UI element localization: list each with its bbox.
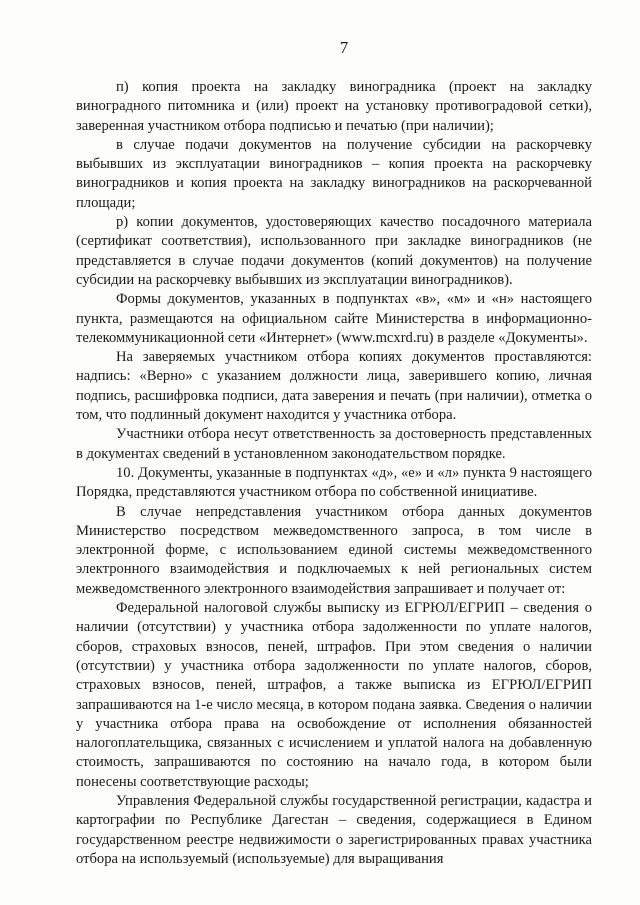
paragraph-interagency-request: В случае непредставления участником отбора данных документов Министерство посредством межведомственного запроса, в том числе в электронной форме, с использованием единой системы межведомственного электронного взаимодействия и подключаемых к ней региональных систем межведомственного электронного взаимодействия запрашивает и получает от: (76, 503, 592, 597)
paragraph-uprooting-project: в случае подачи документов на получение субсидии на раскорчевку выбывших из эксплуатации виноградников – копия проекта на раскорчевку виноградников и копия проекта на закладку виноградников на раскорчеванной площади; (76, 136, 592, 211)
paragraph-item-10: 10. Документы, указанные в подпунктах «д», «е» и «л» пункта 9 настоящего Порядка, представляются участником отбора по собственной инициативе. (76, 464, 592, 501)
document-body (76, 78, 592, 869)
paragraph-p-project-copy: п) копия проекта на закладку виноградника (проект на закладку виноградного питомника и (или) проект на установку противоградовой сетки), заверенная участником отбора подписью и печатью (при наличии); (76, 79, 592, 134)
paragraph-registration-service: Управления Федеральной службы государственной регистрации, кадастра и картографии по Республике Дагестан – сведения, содержащиеся в Едином государственном реестре недвижимости о зарегистрированных правах участника отбора на используемый (используемые) для выращивания (76, 792, 592, 867)
paragraph-certified-copies: На заверяемых участником отбора копиях документов проставляются: надпись: «Верно» с указанием должности лица, заверившего копию, личная подпись, расшифровка подписи, дата заверения и печать (при наличии), отметка о том, что подлинный документ находится у участника отбора. (76, 349, 592, 424)
page-number: 7 (339, 38, 349, 57)
paragraph-document-forms: Формы документов, указанных в подпунктах «в», «м» и «н» настоящего пункта, размещаются на официальном сайте Министерства в информационно-телекоммуникационной сети «Интернет» (www.mcxrd.ru) в разделе «Документы». (76, 291, 592, 346)
paragraph-r-quality-documents: р) копии документов, удостоверяющих качество посадочного материала (сертификат соответствия), использованного при закладке виноградников (не представляется в случае подачи документов (копий документов) на получение субсидии на раскорчевку выбывших из эксплуатации виноградников). (76, 214, 592, 288)
paragraph-responsibility: Участники отбора несут ответственность за достоверность представленных в документах сведений в установленном законодательством порядке. (76, 426, 592, 462)
paragraph-tax-service: Федеральной налоговой службы выписку из ЕГРЮЛ/ЕГРИП – сведения о наличии (отсутствии) у участника отбора задолженности по уплате налогов, сборов, страховых взносов, пеней, штрафов. При этом сведения о наличии (отсутствии) у участника отбора задолженности по уплате налогов, сборов, страховых взносов, пеней, штрафов, а также выписка из ЕГРЮЛ/ЕГРИП запрашиваются на 1-е число месяца, в котором подана заявка. Сведения о наличии у участника отбора права на освобождение от исполнения обязанностей налогоплательщика, связанных с исчислением и уплатой налога на добавленную стоимость, запрашиваются по состоянию на начало года, в котором были понесены соответствующие расходы; (76, 600, 592, 790)
